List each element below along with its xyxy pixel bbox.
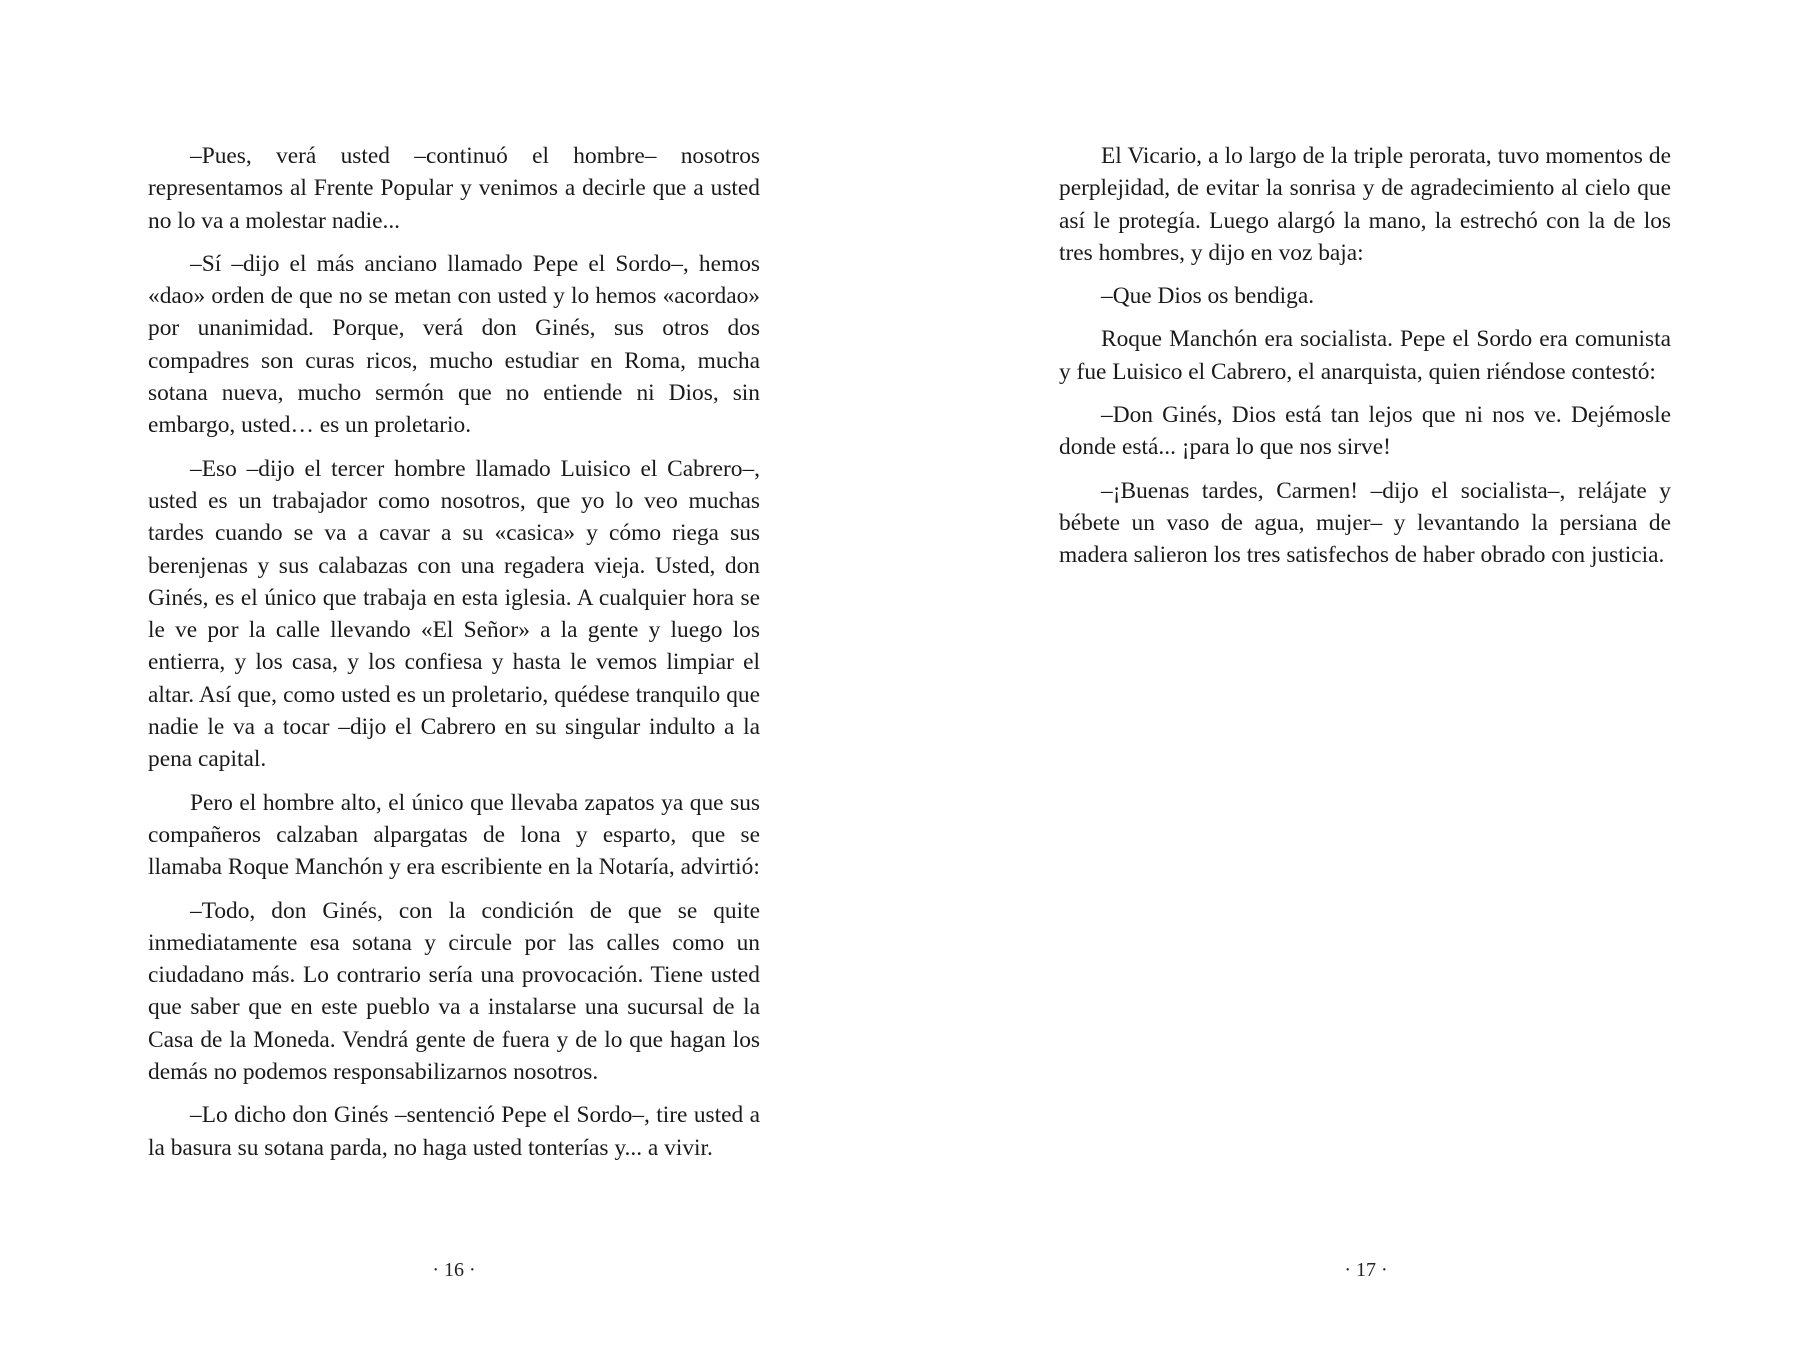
paragraph: –Eso –dijo el tercer hombre llamado Luisico el Cabrero–, usted es un trabajador como nosotros, que yo lo veo muchas tardes cuando se va a cavar a su «casica» y cómo riega sus berenjenas y sus calabazas con una regadera vieja. Usted, don Ginés, es el único que trabaja en esta iglesia. A cualquier hora se le ve por la calle llevando «El Señor» a la gente y luego los entierra, y los casa, y los confiesa y hasta le vemos limpiar el altar. Así que, como usted es un proletario, quédese tranquilo que nadie le va a tocar –dijo el Cabrero en su singular indulto a la pena capital. [148, 455, 760, 773]
paragraph: Pero el hombre alto, el único que llevaba zapatos ya que sus compañeros calzaban alpargatas de lona y esparto, que se llamaba Roque Manchón y era escribiente en la Notaría, advirtió: [148, 789, 760, 881]
paragraph: –Pues, verá usted –continuó el hombre– nosotros representamos al Frente Popular y venimos a decirle que a usted no lo va a molestar nadie... [148, 143, 760, 234]
paragraph: –Don Ginés, Dios está tan lejos que ni nos ve. Dejémosle donde está... ¡para lo que nos sirve! [1059, 402, 1671, 461]
paragraph: –Lo dicho don Ginés –sentenció Pepe el Sordo–, tire usted a la basura su sotana parda, no haga usted tonterías y... a vivir. [148, 1102, 760, 1161]
paragraph: –Sí –dijo el más anciano llamado Pepe el Sordo–, hemos «dao» orden de que no se metan con usted y lo hemos «acordao» por unanimidad. Porque, verá don Ginés, sus otros dos compadres son curas ricos, mucho estudiar en Roma, mucha sotana nueva, mucho sermón que no entiende ni Dios, sin embargo, usted… es un proletario. [148, 250, 760, 439]
page-number: · 16 · [432, 1259, 476, 1281]
paragraph: Roque Manchón era socialista. Pepe el Sordo era comunista y fue Luisico el Cabrero, el anarquista, quien riéndose contestó: [1059, 326, 1671, 385]
right-page [904, 0, 1807, 1358]
right-page-text [1059, 140, 1671, 572]
page-number: · 17 · [1344, 1259, 1388, 1281]
paragraph: –Que Dios os bendiga. [1101, 283, 1315, 310]
paragraph: El Vicario, a lo largo de la triple perorata, tuvo momentos de perplejidad, de evitar la sonrisa y de agradecimiento al cielo que así le protegía. Luego alargó la mano, la estrechó con la de los tres hombres, y dijo en voz baja: [1059, 143, 1671, 266]
paragraph: –¡Buenas tardes, Carmen! –dijo el socialista–, relájate y bébete un vaso de agua, mujer– y levantando la persiana de madera salieron los tres satisfechos de haber obrado con justicia. [1059, 477, 1671, 569]
left-page [0, 0, 903, 1358]
paragraph: –Todo, don Ginés, con la condición de que se quite inmediatamente esa sotana y circule por las calles como un ciudadano más. Lo contrario sería una provocación. Tiene usted que saber que en este pueblo va a instalarse una sucursal de la Casa de la Moneda. Vendrá gente de fuera y de lo que hagan los demás no podemos responsabilizarnos nosotros. [148, 897, 760, 1086]
left-page-text [148, 140, 760, 1164]
